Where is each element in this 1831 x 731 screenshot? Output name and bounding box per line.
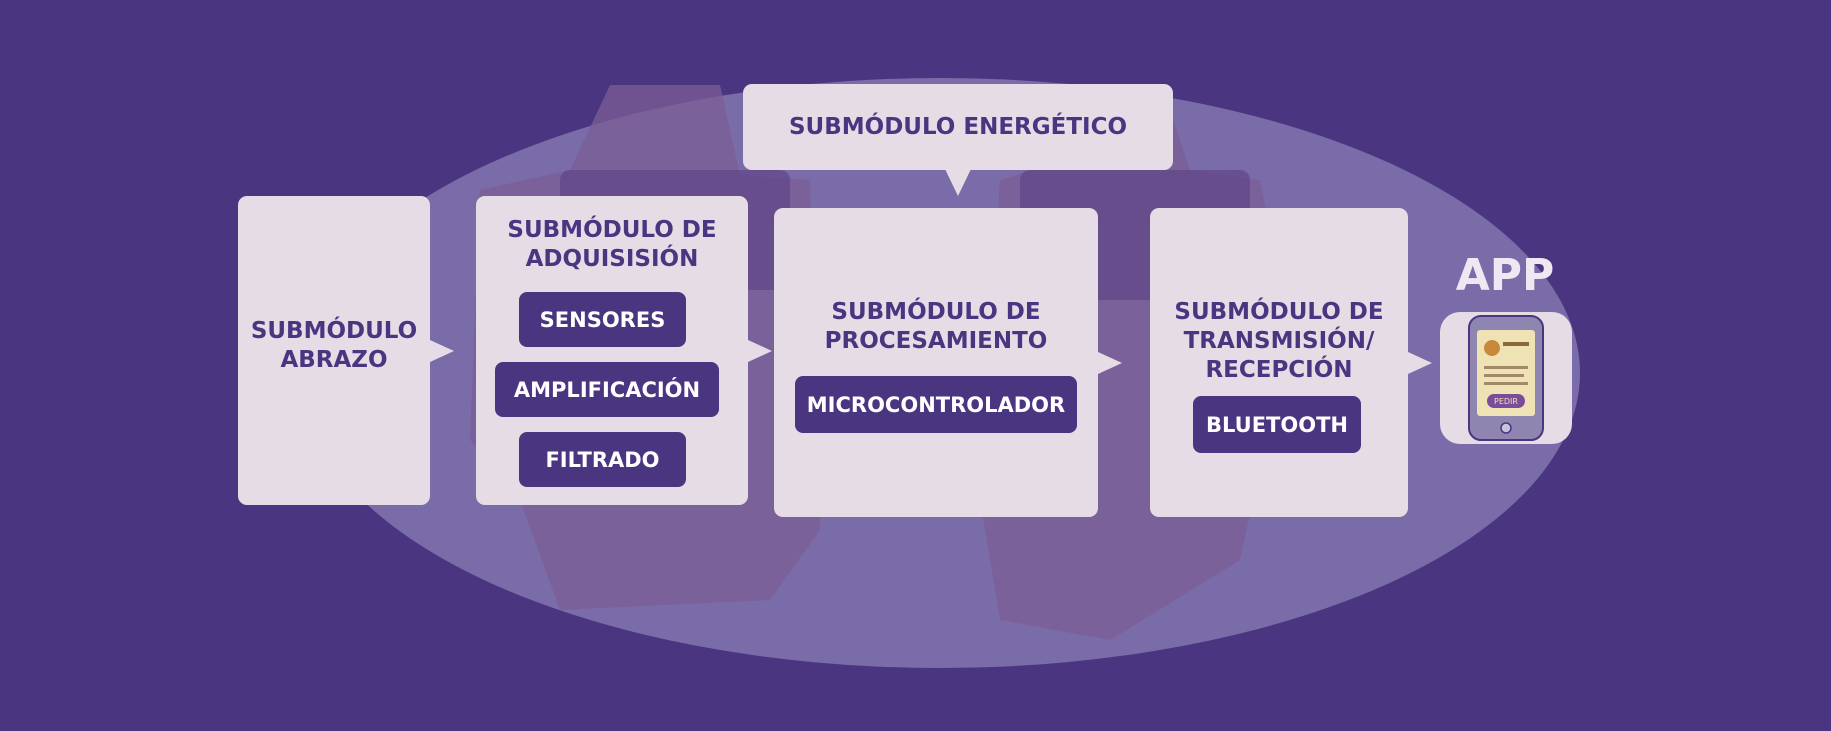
arrow-procesamiento-to-transmision (1098, 352, 1122, 374)
sensores-pill: SENSORES (519, 292, 686, 347)
arrow-transmision-to-app (1408, 352, 1432, 374)
procesamiento-submodule-box (774, 208, 1098, 517)
arrow-abrazo-to-adquisicion (430, 340, 454, 362)
adquisicion-title-line1: SUBMÓDULO DE (507, 217, 717, 243)
abrazo-submodule-box (238, 196, 430, 505)
procesamiento-title-line2: PROCESAMIENTO (824, 328, 1048, 354)
app-label: APP (1455, 250, 1555, 301)
adquisicion-title-line2: ADQUISISIÓN (525, 246, 699, 272)
transmision-title-line2: TRANSMISIÓN/ (1183, 328, 1375, 354)
arrow-adquisicion-to-procesamiento (748, 340, 772, 362)
transmision-title-line3: RECEPCIÓN (1205, 357, 1353, 383)
transmision-submodule-box (1150, 208, 1408, 517)
amplificacion-pill: AMPLIFICACIÓN (495, 362, 719, 417)
filtrado-pill: FILTRADO (519, 432, 686, 487)
phone-icon (1436, 308, 1576, 448)
procesamiento-title-line1: SUBMÓDULO DE (831, 299, 1041, 325)
energy-submodule-box (743, 84, 1173, 170)
bluetooth-pill: BLUETOOTH (1193, 396, 1361, 453)
abrazo-title-line2: ABRAZO (280, 347, 388, 373)
energy-submodule-title: SUBMÓDULO ENERGÉTICO (788, 114, 1128, 140)
microcontrolador-pill: MICROCONTROLADOR (795, 376, 1077, 433)
phone-screen-button-text: PEDIR (1494, 397, 1518, 406)
transmision-title-line1: SUBMÓDULO DE (1174, 299, 1384, 325)
adquisicion-submodule-box (476, 196, 748, 505)
abrazo-title-line1: SUBMÓDULO (250, 318, 418, 344)
energy-callout-pointer (945, 169, 971, 196)
